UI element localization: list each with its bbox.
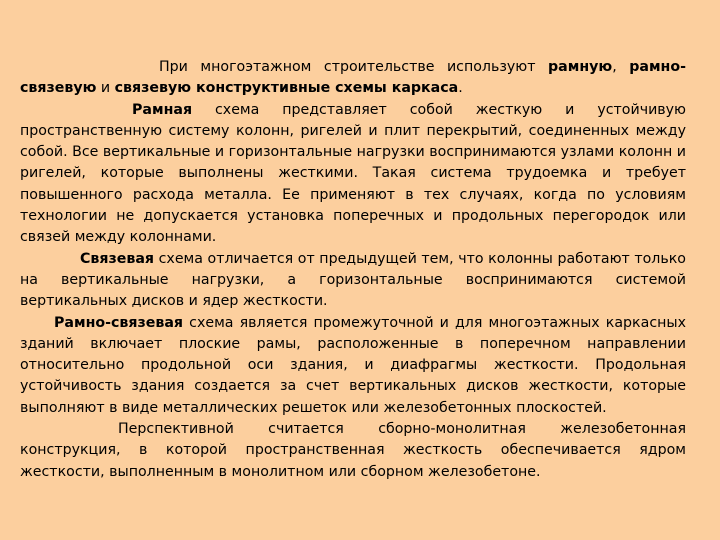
term-frame: рамную xyxy=(548,59,613,75)
intro-text-1: При многоэтажном строительстве используют xyxy=(159,59,549,75)
term-frame-braced: рамно-связевую xyxy=(20,59,686,97)
frame-heading-word: Рамная xyxy=(132,101,193,118)
paragraph-intro xyxy=(20,57,686,100)
braced-heading-word: Связевая xyxy=(80,250,155,267)
paragraph-frame xyxy=(20,100,686,249)
frame-braced-heading-word: Рамно-связевая xyxy=(54,314,184,331)
paragraph-frame-braced xyxy=(20,313,686,419)
slide-text-body xyxy=(20,57,686,483)
paragraph-braced xyxy=(20,249,686,313)
term-braced-frame-schemes: связевую конструктивные схемы каркаса xyxy=(114,80,459,97)
intro-text-4: . xyxy=(458,80,463,97)
prospective-body-text: Перспективной считается сборно-монолитная железобетонная конструкция, в которой пространственная жесткость обеспечивается ядром жесткости, выполненным в монолитном или сборном железобетоне. xyxy=(20,421,686,480)
frame-braced-body-text: схема является промежуточной и для многоэтажных каркасных зданий включает плоские рамы, расположенные в поперечном направлении относительно продольной оси здания, и диафрагмы жесткости. Продольная устойчивость здания создается за счет вертикальных дисков жесткости, которые выполняют в виде металлических решеток или железобетонных плоскостей. xyxy=(20,314,686,416)
intro-text-3: и xyxy=(96,80,115,97)
intro-text-2: , xyxy=(612,59,630,75)
frame-body-text: схема представляет собой жесткую и устойчивую пространственную систему колонн, ригелей и плит перекрытий, соединенных между собой. Все вертикальные и горизонтальные нагрузки воспринимаются узлами колонн и ригелей, которые выполнены жесткими. Такая система трудоемка и требует повышенного расхода металла. Ее применяют в тех случаях, когда по условиям технологии не допускается установка поперечных и продольных перегородок или связей между колоннами. xyxy=(20,101,686,246)
paragraph-prospective xyxy=(20,419,686,483)
braced-body-text: схема отличается от предыдущей тем, что колонны работают только на вертикальные нагрузки, а горизонтальные воспринимаются системой вертикальных дисков и ядер жесткости. xyxy=(20,250,686,310)
